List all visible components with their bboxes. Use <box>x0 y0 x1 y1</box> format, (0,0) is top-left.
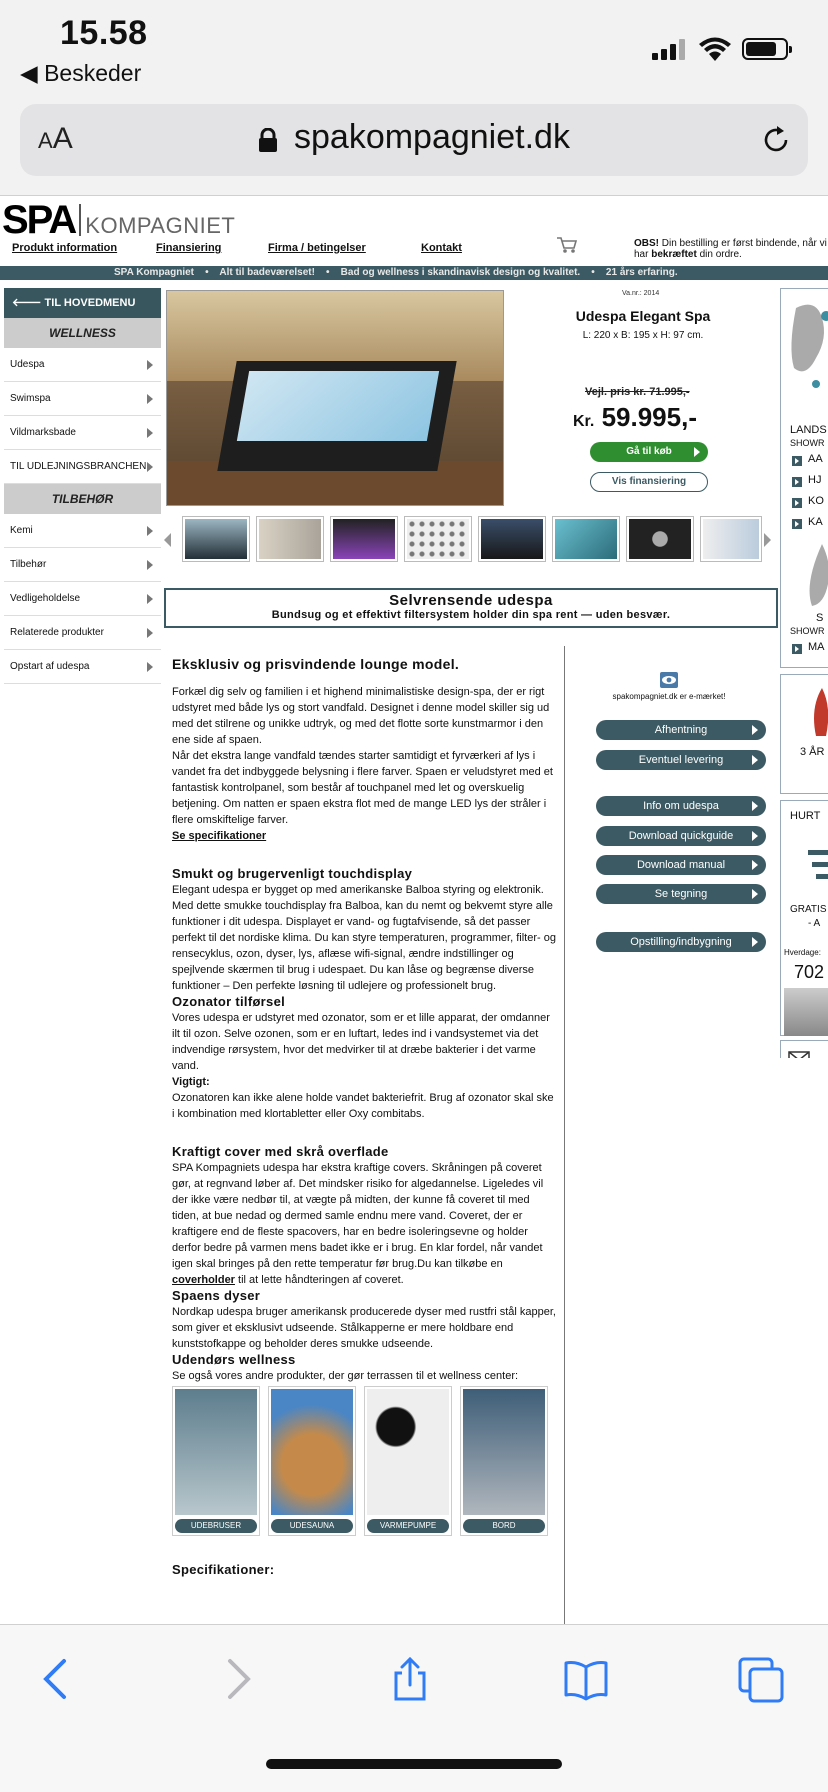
download-manual-button[interactable]: Download manual <box>596 855 766 875</box>
info-ticker <box>0 266 828 280</box>
thumbnail[interactable] <box>478 516 546 562</box>
thumbnail-image <box>407 519 469 559</box>
product-description <box>172 656 557 1578</box>
sidebar-item-kemi[interactable]: Kemi <box>4 514 161 548</box>
thumbnail[interactable] <box>256 516 324 562</box>
product-number: Va.nr.: 2014 <box>622 290 660 297</box>
sidebar-item-tilbehor[interactable]: Tilbehør <box>4 548 161 582</box>
banner-title: Selvrensende udespa <box>389 592 553 609</box>
location-marker[interactable] <box>792 456 802 466</box>
location-marker[interactable] <box>792 477 802 487</box>
nav-firma-betingelser[interactable]: Firma / betingelser <box>268 242 366 254</box>
see-drawing-button[interactable]: Se tegning <box>596 884 766 904</box>
product-card-label[interactable]: VARMEPUMPE <box>367 1519 449 1533</box>
show-financing-button[interactable]: Vis finansiering <box>590 472 708 492</box>
cellular-signal-icon <box>652 38 688 60</box>
back-to-messages-link[interactable]: ◀ Beskeder <box>20 60 142 86</box>
right-column <box>778 288 828 1058</box>
paragraph-cover <box>172 1160 557 1288</box>
product-card-label[interactable]: UDEBRUSER <box>175 1519 257 1533</box>
info-udespa-button[interactable]: Info om udespa <box>596 796 766 816</box>
thumbnail-image <box>703 519 759 559</box>
product-card-image <box>175 1389 257 1515</box>
thumbnail-image <box>259 519 321 559</box>
share-icon[interactable] <box>386 1655 434 1703</box>
thumbnail[interactable] <box>330 516 398 562</box>
showroom-text-2: SHOWR <box>790 626 825 636</box>
text-size-button[interactable] <box>38 122 73 156</box>
thumbnail[interactable] <box>552 516 620 562</box>
web-content <box>0 196 828 1624</box>
sidebar-heading-wellness: WELLNESS <box>4 318 161 348</box>
address-bar[interactable] <box>20 104 808 176</box>
sidebar-item-swimspa[interactable]: Swimspa <box>4 382 161 416</box>
e-mark-icon[interactable] <box>660 672 678 688</box>
thumbnail-image <box>185 519 247 559</box>
main-menu-button[interactable]: 🡐 TIL HOVEDMENU <box>4 288 161 318</box>
sidebar-item-vedligeholdelse[interactable]: Vedligeholdelse <box>4 582 161 616</box>
paragraph-outdoor-wellness: Se også vores andre produkter, der gør terrassen til et wellness center: <box>172 1370 519 1382</box>
sidebar <box>4 288 161 684</box>
contact-photo <box>784 988 828 1036</box>
pickup-button[interactable]: Afhentning <box>596 720 766 740</box>
denmark-map-icon <box>786 298 828 388</box>
thumbnail-image <box>555 519 617 559</box>
location-ko[interactable]: KO <box>808 495 824 507</box>
heading-outdoor-wellness: Udendørs wellness <box>172 1352 296 1367</box>
product-card-udebruser[interactable] <box>172 1386 260 1536</box>
showroom-text: SHOWR <box>790 438 825 448</box>
gratis-text: GRATIS <box>790 904 827 915</box>
sidebar-item-opstart[interactable]: Opstart af udespa <box>4 650 161 684</box>
heading-ozonator: Ozonator tilførsel <box>172 994 286 1009</box>
thumbnail-next-arrow[interactable] <box>764 533 771 547</box>
product-card-udesauna[interactable] <box>268 1386 356 1536</box>
lands-text: LANDS <box>790 424 827 436</box>
location-marker[interactable] <box>792 644 802 654</box>
thumbnail-image <box>481 519 543 559</box>
site-logo[interactable] <box>2 198 236 242</box>
old-price: Vejl. pris kr. 71.995,- <box>585 386 690 398</box>
phone-number[interactable]: 702 <box>794 962 825 982</box>
location-aa[interactable]: AA <box>808 453 823 465</box>
heading-cover: Kraftigt cover med skrå overflade <box>172 1144 389 1159</box>
product-card-label[interactable]: UDESAUNA <box>271 1519 353 1533</box>
delivery-button[interactable]: Eventuel levering <box>596 750 766 770</box>
heading-jets: Spaens dyser <box>172 1288 261 1303</box>
paragraph-jets: Nordkap udespa bruger amerikansk producerede dyser med rustfri stål kapper, som giver et eksklusivt udseende. Stålkapperne er mere holdbare end kunststofkappe og beholder deres smukke udseende. <box>172 1306 556 1350</box>
order-notice <box>634 238 828 260</box>
related-products <box>172 1386 557 1548</box>
tabs-icon[interactable] <box>736 1655 784 1703</box>
sidebar-item-relaterede[interactable]: Relaterede produkter <box>4 616 161 650</box>
heading-exclusive: Eksklusiv og prisvindende lounge model. <box>172 656 460 672</box>
back-arrow-icon[interactable] <box>34 1655 82 1703</box>
browser-toolbar <box>0 1624 828 1792</box>
banner-subtitle: Bundsug og et effektivt filtersystem holder din spa rent — uden besvær. <box>271 609 671 621</box>
nav-produkt-information[interactable]: Produkt information <box>12 242 118 254</box>
product-main-image[interactable] <box>166 290 504 506</box>
thumbnail-strip <box>164 516 776 566</box>
thumbnail[interactable] <box>700 516 762 562</box>
dash-a-text: - A <box>808 918 821 929</box>
url-text[interactable]: spakompagniet.dk <box>294 118 570 156</box>
paragraph-ozonator: Vores udespa er udstyret med ozonator, som er et lille apparat, der omdanner ilt til ozon. Selve ozonen, som er en luftart, ledes ind i vandsystemet via det indvendige rørsystem, hvor det medvirker til at dræbe bakterier i det varme vand. <box>172 1012 550 1072</box>
thumbnail[interactable] <box>626 516 694 562</box>
obs-text: Din bestilling er først bindende, når vi har <box>634 238 827 260</box>
specifications-link[interactable]: Se specifikationer <box>172 830 267 842</box>
thumbnail[interactable] <box>182 516 250 562</box>
location-hj[interactable]: HJ <box>808 474 822 486</box>
product-card-varmepumpe[interactable] <box>364 1386 452 1536</box>
paragraph-ozonator-note: Ozonatoren kan ikke alene holde vandet bakteriefrit. Brug af ozonator skal ske i kombination med klortabletter eller Oxy combitabs. <box>172 1092 554 1120</box>
installation-button[interactable]: Opstilling/indbygning <box>596 932 766 952</box>
nav-finansiering[interactable]: Finansiering <box>156 242 222 254</box>
heading-touchdisplay: Smukt og brugervenligt touchdisplay <box>172 866 413 881</box>
address-bar-area <box>0 96 828 196</box>
thumbnail-image <box>333 519 395 559</box>
product-name: Udespa Elegant Spa <box>575 308 711 324</box>
location-ka[interactable]: KA <box>808 516 823 528</box>
cart-icon[interactable] <box>556 236 578 254</box>
thumbnail-image <box>629 519 691 559</box>
sidebar-item-udlejning[interactable]: TIL UDLEJNINGSBRANCHEN <box>4 450 161 484</box>
status-bar <box>0 0 828 96</box>
paragraph-waterfall: Når det ekstra lange vandfald tændes starter samtidigt et fyrværkeri af lys i vandet fra det indbyggede belysning i flere farver. Spaen er veludstyret med et fantastisk kontrolpanel, som består af touchpanel med let og overskuelig betjening. Om natten er spaen ekstra flot med de mange LED lys der stråler i flere omskiftelige farver. <box>172 750 553 826</box>
wifi-icon <box>698 36 732 62</box>
sidebar-item-udespa[interactable]: Udespa <box>4 348 161 382</box>
paragraph-touchdisplay: Elegant udespa er bygget op med amerikanske Balboa styring og elektronik. Med dette smukke touchdisplay fra Balboa, kan du nemt og bekvemt styre alle funktioner i dit udespa. Displayet er vand- og fugtafvisende, så det passer perfekt til det nordiske klima. Du kan styre temperaturen, programmer, filter- og rensecyklus, ozon, dyser, lys, aflæse wifi-signal, ændre indstillinger og spejlvende skærmen til brug i udespaet. Du kan låse og begrænse diverse funktioner – Den perfekte løsning til udlejere og professionelt brug. <box>172 884 556 992</box>
battery-icon <box>742 38 788 60</box>
product-card-label[interactable]: BORD <box>463 1519 545 1533</box>
important-label: Vigtigt: <box>172 1076 210 1088</box>
paragraph-intro: Forkæl dig selv og familien i et highend minimalistiske design-spa, der er rigt udstyret med både lys og stort vandfald. Designet i denne model skiller sig ud med det stilrene og unikke udtryk, og med det flotte sorte kunstmarmor i den ene side af spaen. <box>172 686 550 746</box>
hurt-text: HURT <box>790 810 821 822</box>
product-card-image <box>271 1389 353 1515</box>
product-dimensions: L: 220 x B: 195 x H: 97 cm. <box>582 330 704 341</box>
location-marker[interactable] <box>792 519 802 529</box>
clock: 15.58 <box>60 14 148 52</box>
buy-button[interactable]: Gå til køb <box>590 442 708 462</box>
image-spa-water <box>237 371 439 441</box>
warranty-icon <box>812 688 828 736</box>
obs-text-end: din ordre. <box>696 249 742 260</box>
sidebar-item-vildmarksbade[interactable]: Vildmarksbade <box>4 416 161 450</box>
thumbnail[interactable] <box>404 516 472 562</box>
sweden-map-icon <box>802 544 828 608</box>
obs-bold-confirmed: bekræftet <box>651 249 697 260</box>
self-cleaning-banner <box>164 588 778 628</box>
ticker-text: SPA Kompagniet • Alt til badeværelset! • Bad og wellness i skandinavisk design og kvalitet. • 21 års erfaring. <box>114 267 678 278</box>
forward-arrow-icon[interactable] <box>212 1655 260 1703</box>
location-ma[interactable]: MA <box>808 641 825 653</box>
obs-bold: OBS! <box>634 238 659 249</box>
bookmarks-icon[interactable] <box>562 1655 610 1703</box>
sidebar-heading-tilbehor: TILBEHØR <box>4 484 161 514</box>
price-prefix: Kr. <box>573 413 595 430</box>
warranty-years: 3 ÅR <box>800 746 825 758</box>
paragraph-cover-end: til at lette håndteringen af coveret. <box>234 1274 404 1286</box>
price-value: 59.995,- <box>601 402 697 432</box>
nav-kontakt[interactable]: Kontakt <box>421 242 462 254</box>
location-marker[interactable] <box>792 498 802 508</box>
s-text: S <box>816 612 824 624</box>
reload-icon[interactable] <box>760 124 792 156</box>
heading-specifications: Specifikationer: <box>172 1562 275 1577</box>
text-size-small-a: A <box>38 128 53 153</box>
product-card-bord[interactable] <box>460 1386 548 1536</box>
product-card-image <box>367 1389 449 1515</box>
logo-divider <box>79 204 81 236</box>
paragraph-cover-text: SPA Kompagniets udespa har ekstra kraftige covers. Skråningen på coveret gør, at regnvand løber af. Det mindsker risiko for algedannelse. Ligeledes vil der ikke være nedbør til, at vægte på midten, der kunne få coveret til med tiden, at bue nedad og dermed samle endnu mere vand. Coveret, der er kraftigere end de fleste spacovers, har en bedre isoleringsevne og holder derfor bedre på varmen mens badet ikke er i brug. En klar fordel, når vandet igen skal bringes på den rette temperatur før brug.Du kan tilkøbe en <box>172 1162 544 1270</box>
weekdays-text: Hverdage: <box>784 948 821 957</box>
logo-kompagniet-text: KOMPAGNIET <box>85 213 236 238</box>
envelope-icon[interactable] <box>788 1048 810 1058</box>
delivery-icon <box>808 844 828 884</box>
logo-spa-text: SPA <box>2 198 76 242</box>
coverholder-link[interactable]: coverholder <box>172 1274 235 1286</box>
e-mark-text: spakompagniet.dk er e-mærket! <box>612 692 726 701</box>
home-indicator <box>266 1759 562 1769</box>
product-card-image <box>463 1389 545 1515</box>
download-quickguide-button[interactable]: Download quickguide <box>596 826 766 846</box>
text-size-big-a: A <box>52 122 73 155</box>
price <box>573 402 697 433</box>
content-divider <box>564 646 565 1624</box>
lock-icon <box>258 128 278 152</box>
